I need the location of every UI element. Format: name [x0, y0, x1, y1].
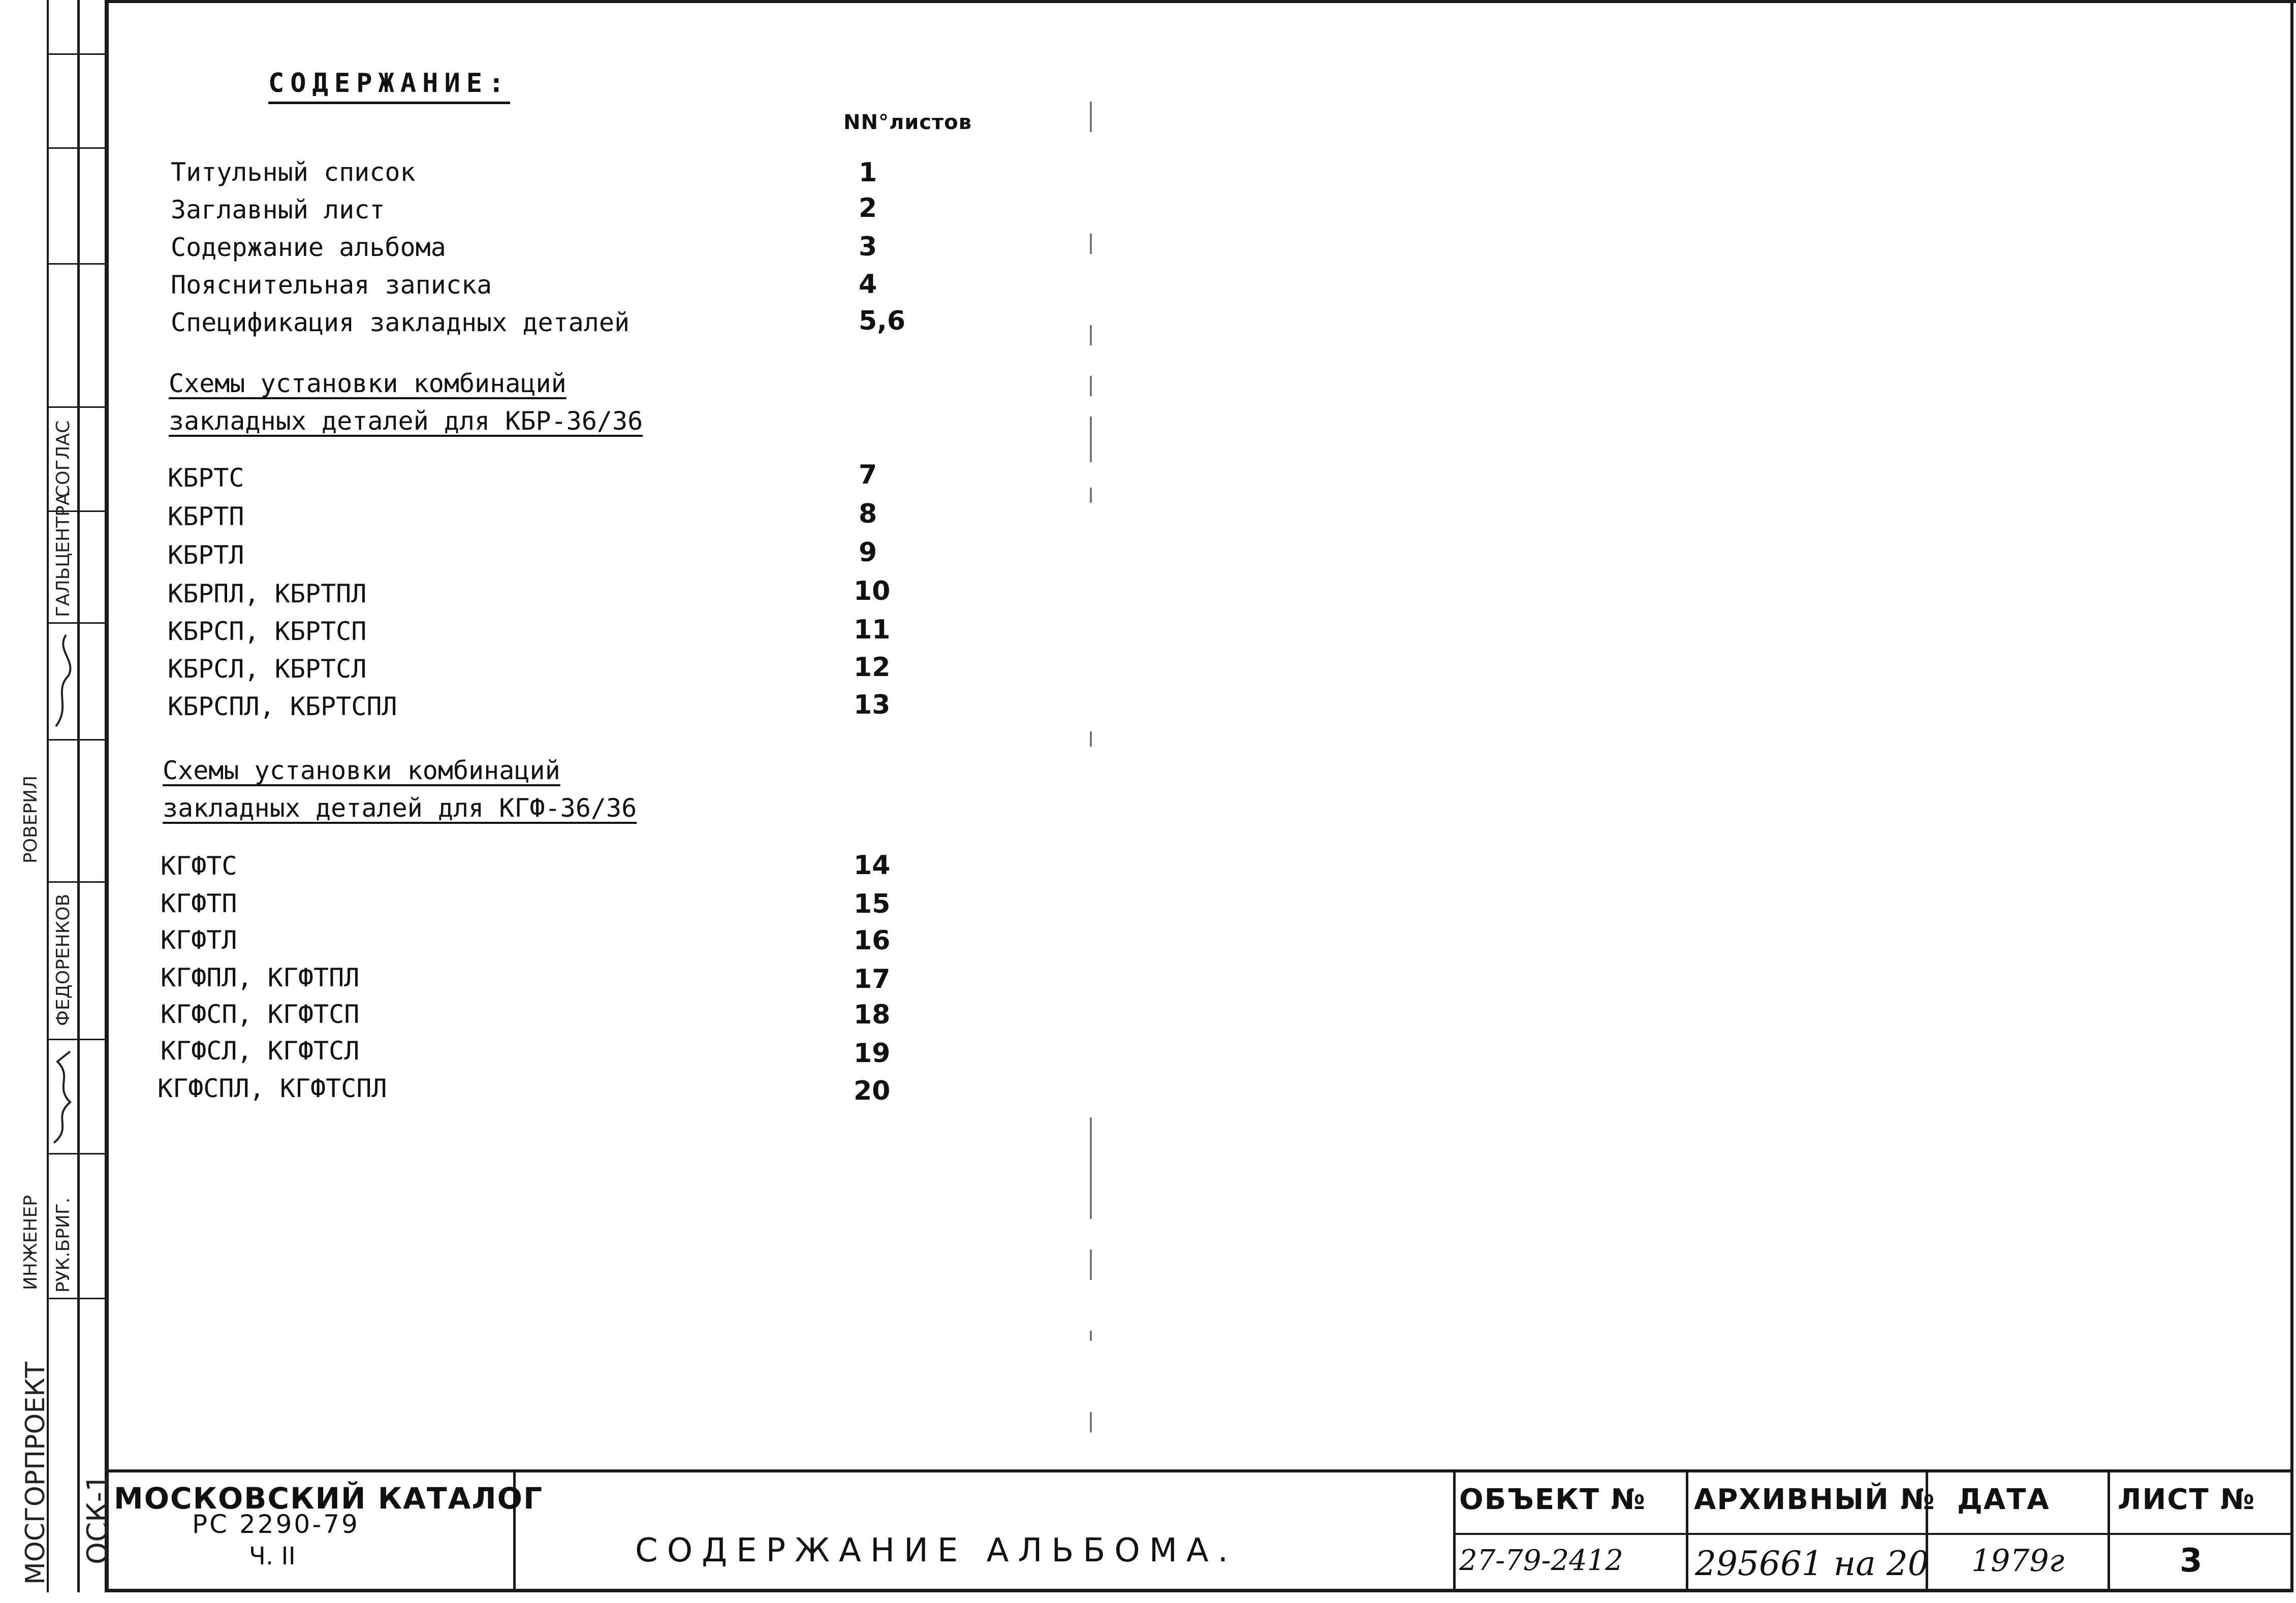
list-item-sheet: 20: [854, 1076, 891, 1106]
stamp-role-2: РОВЕРИЛ: [20, 775, 41, 863]
list-item-name: КБРСЛ, КБРТСЛ: [168, 654, 367, 684]
stamp-role-1: ГАЛЬЦЕНТРА: [53, 493, 74, 617]
list-item-sheet: 16: [854, 925, 891, 956]
archive-value: 295661 на 20: [1695, 1544, 1929, 1583]
catalog-code: РС 2290-79: [192, 1510, 360, 1539]
group-title-line1: Схемы установки комбинаций: [169, 369, 567, 398]
list-item-name: КГФТЛ: [161, 925, 237, 955]
group-title-line2: закладных деталей для КГФ-36/36: [163, 793, 637, 823]
list-item-sheet: 13: [854, 690, 891, 720]
list-item-name: КБРСПЛ, КБРТСПЛ: [168, 692, 397, 721]
list-item-sheet: 8: [859, 499, 877, 529]
list-item-sheet: 11: [854, 615, 891, 645]
list-item-sheet: 5,6: [859, 306, 906, 336]
group-title-line2: закладных деталей для КБР-36/36: [169, 406, 643, 436]
frame-right: [2290, 0, 2293, 1592]
archive-label: АРХИВНЫЙ №: [1694, 1483, 1936, 1516]
stamp-org: МОСГОРПРОЕКТ: [20, 1361, 51, 1585]
catalog-name: МОСКОВСКИЙ КАТАЛОГ: [114, 1481, 543, 1516]
document-title: СОДЕРЖАНИЕ АЛЬБОМА.: [635, 1532, 1238, 1569]
list-item-sheet: 7: [859, 460, 877, 490]
signature-1: [51, 630, 76, 731]
list-item-sheet: 12: [854, 652, 891, 683]
list-item-name: Пояснительная записка: [171, 270, 492, 300]
signature-2: [50, 1046, 77, 1148]
list-item-name: КБРПЛ, КБРТПЛ: [168, 579, 367, 608]
date-value: 1979г: [1971, 1543, 2065, 1579]
list-item-name: Спецификация закладных деталей: [171, 308, 630, 337]
stamp-name-1: ФЕДОРЕНКОВ: [53, 893, 74, 1026]
list-item-name: КБРТЛ: [168, 540, 244, 570]
list-item-name: КБРТП: [168, 502, 244, 531]
sheets-column-header: NN°листов: [843, 111, 972, 134]
list-item-name: Содержание альбома: [171, 233, 446, 262]
list-item-sheet: 10: [854, 576, 891, 606]
list-item-sheet: 3: [859, 232, 877, 262]
list-item-sheet: 9: [859, 537, 877, 568]
list-item-name: КБРСП, КБРТСП: [168, 617, 367, 646]
list-item-sheet: 19: [854, 1038, 891, 1069]
stamp-role-4: ИНЖЕНЕР: [20, 1195, 41, 1290]
list-item-name: КГФТС: [161, 851, 237, 881]
page-title: СОДЕРЖАНИЕ:: [268, 68, 510, 104]
list-item-sheet: 18: [854, 1000, 891, 1030]
stamp-agreed: СОГЛАС: [53, 420, 74, 498]
date-label: ДАТА: [1957, 1483, 2050, 1516]
list-item-sheet: 4: [859, 269, 877, 300]
catalog-part: Ч. II: [249, 1542, 296, 1570]
list-item-name: КГФСПЛ, КГФТСПЛ: [158, 1074, 387, 1103]
sheet-label: ЛИСТ №: [2118, 1483, 2256, 1516]
list-item-name: Заглавный лист: [171, 195, 385, 225]
list-item-sheet: 14: [854, 850, 891, 881]
stamp-catalog-code: ОСК-1: [81, 1473, 114, 1564]
object-value: 27-79-2412: [1459, 1544, 1623, 1577]
list-item-name: Титульный список: [171, 157, 416, 187]
list-item-sheet: 17: [854, 964, 891, 995]
stamp-role-3: РУК.БРИГ.: [53, 1197, 74, 1293]
frame-bottom: [105, 1589, 2293, 1592]
frame-top: [105, 0, 2296, 3]
group-title-line1: Схемы установки комбинаций: [163, 756, 560, 785]
sheet-value: 3: [2180, 1542, 2204, 1580]
list-item-sheet: 1: [859, 157, 877, 188]
list-item-name: КГФТП: [161, 889, 237, 918]
frame-left: [105, 0, 109, 1592]
list-item-name: КГФСЛ, КГФТСЛ: [161, 1036, 360, 1066]
list-item-sheet: 15: [854, 889, 891, 919]
list-item-name: КГФСП, КГФТСП: [161, 1000, 360, 1029]
list-item-name: КБРТС: [168, 463, 244, 493]
list-item-name: КГФПЛ, КГФТПЛ: [161, 963, 360, 992]
list-item-sheet: 2: [859, 193, 877, 223]
object-label: ОБЪЕКТ №: [1459, 1483, 1646, 1516]
